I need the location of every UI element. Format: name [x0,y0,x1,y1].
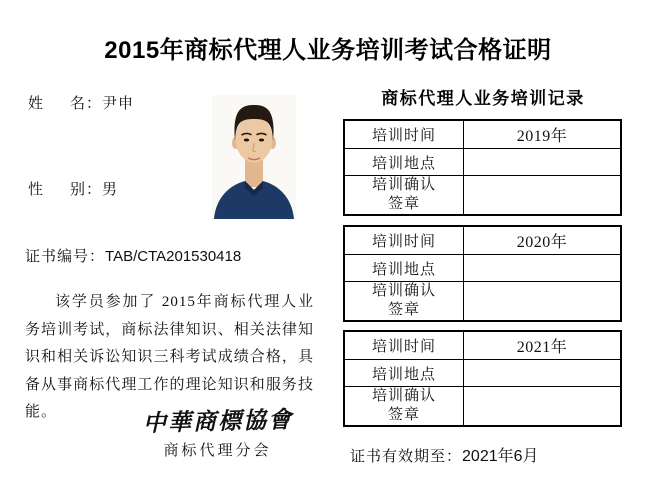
gender-field [28,178,118,199]
training-place-value [464,149,620,175]
training-record-table-2020 [343,225,622,322]
name-field [28,92,134,113]
training-time-value: 2020年 [516,234,568,251]
certificate-title: 2015年商标代理人业务培训考试合格证明 [104,37,552,64]
photo-eye-right [259,139,264,142]
training-confirm-seal-value [464,282,620,320]
training-place-value [464,255,620,281]
training-time-label: 培训时间 [345,121,464,148]
certificate-number-field [25,245,241,266]
training-time-value: 2021年 [516,339,568,356]
table-row [345,386,620,425]
certificate-number-label: 证书编号： [25,249,106,265]
table-row [345,281,620,320]
training-place-label: 培训地点 [345,255,464,281]
table-row [345,359,620,386]
applicant-photo [212,95,296,219]
gender-label-part1: 性 [28,182,45,198]
training-confirm-label-line1: 培训确认 [371,177,436,193]
name-value: 尹申 [102,96,135,112]
training-confirm-label [345,387,464,425]
training-confirm-label-line2: 签章 [387,196,420,212]
training-confirm-label-line1: 培训确认 [371,283,436,299]
issuer-seal-signature: 中華商標協會 [142,407,293,436]
validity-label: 证书有效期至： [350,449,463,465]
table-row [345,148,620,175]
training-confirm-label [345,176,464,214]
training-place-label: 培训地点 [345,149,464,175]
table-row [345,254,620,281]
validity-value: 2021年6月 [462,448,539,465]
training-time-label: 培训时间 [345,227,464,254]
training-record-table-2021 [343,330,622,427]
photo-face [236,116,273,163]
issuer-block [100,403,335,460]
table-row [345,332,620,359]
training-time-value: 2019年 [516,128,568,145]
training-place-value [464,360,620,386]
table-row [345,175,620,214]
name-label-part2: 名： [70,96,103,112]
gender-label-part2: 别： [70,182,103,198]
training-confirm-label-line2: 签章 [387,302,420,318]
training-record-table-2019 [343,119,622,216]
issuer-branch-name: 商标代理分会 [163,443,272,459]
name-label-part1: 姓 [28,96,45,112]
certificate-number-value: TAB/CTA201530418 [105,248,242,265]
training-record-header: 商标代理人业务培训记录 [381,89,585,108]
training-confirm-label-line2: 签章 [387,407,420,423]
table-row [345,227,620,254]
training-place-label: 培训地点 [345,360,464,386]
table-row [345,121,620,148]
training-time-label: 培训时间 [345,332,464,359]
certificate-body-text: 该学员参加了 2015年商标代理人业务培训考试，商标法律知识、相关法律知识和相关诉讼知识三科考试成绩合格，具备从事商标代理工作的理论知识和服务技能。 [25,294,314,420]
training-confirm-label [345,282,464,320]
gender-value: 男 [102,182,119,198]
validity-field [350,443,539,466]
training-confirm-label-line1: 培训确认 [371,388,436,404]
photo-eye-left [244,139,249,142]
training-confirm-seal-value [464,387,620,425]
training-confirm-seal-value [464,176,620,214]
